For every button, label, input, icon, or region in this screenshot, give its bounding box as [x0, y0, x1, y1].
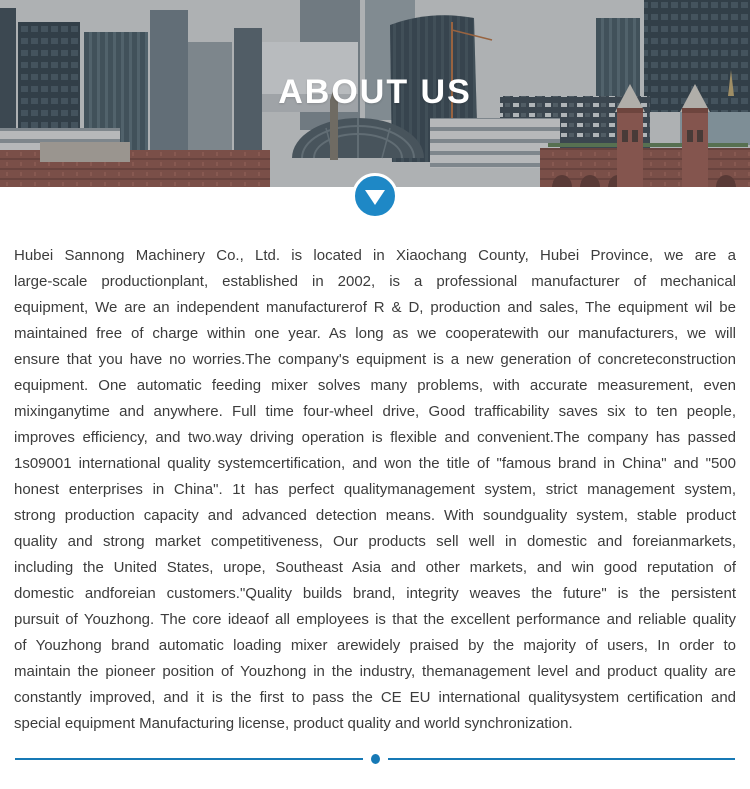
- paragraph-line: strong production capacity and advanced detection means. With soundguality system, stable product: [14, 507, 736, 524]
- paragraph-line: equipment. One automatic feeding mixer solves many problems, with accurate measurement, even: [14, 377, 736, 394]
- paragraph-line: constantly improved, and it is the first to pass the CE EU international qualitysystem certification and: [14, 689, 736, 706]
- paragraph-line: equipment, We are an independent manufacturerof R & D, production and sales, The equipment wil be: [14, 299, 736, 316]
- paragraph-line: domestic andforeian customers."Quality builds brand, integrity weaves the future" is the persistent: [14, 585, 736, 602]
- paragraph-line: Hubei Sannong Machinery Co., Ltd. is located in Xiaochang County, Hubei Province, we are a: [14, 247, 736, 264]
- about-paragraph: [14, 243, 736, 737]
- page-title: ABOUT US: [278, 73, 472, 111]
- divider-line-right: [388, 758, 736, 760]
- scroll-down-button[interactable]: [352, 173, 398, 219]
- paragraph-line: improves efficiency, and two.way driving operation is flexible and convenient.The company has passed: [14, 429, 736, 446]
- paragraph-line: large-scale productionplant, established in 2002, is a professional manufacturer of mechanical: [14, 273, 736, 290]
- section-divider: [15, 753, 735, 765]
- paragraph-line: pursuit of Youzhong. The core ideaof all employees is that the excellent performance and reliable quality: [14, 611, 736, 628]
- paragraph-line: maintained free of charge within one year. As long as we cooperatewith our manufacturers, we will: [14, 325, 736, 342]
- divider-line-left: [15, 758, 363, 760]
- paragraph-line: 1s09001 international quality systemcertification, and won the title of "famous brand in China" and "500: [14, 455, 736, 472]
- paragraph-line: mixinganytime and anywhere. Full time four-wheel drive, Good trafficability saves six to ten people,: [14, 403, 736, 420]
- paragraph-line: ensure that you have no worries.The company's equipment is a new generation of concreteconstruction: [14, 351, 736, 368]
- paragraph-line: quality and strong market competitiveness, Our products sell well in domestic and foreianmarkets,: [14, 533, 736, 550]
- paragraph-line: of Youzhong brand automatic loading mixer arewidely praised by the majority of users, In order to: [14, 637, 736, 654]
- divider-dot-icon: [371, 754, 380, 764]
- triangle-down-icon: [365, 190, 385, 205]
- paragraph-line: honest enterprises in China". 1t has perfect qualitymanagement system, strict management system,: [14, 481, 736, 498]
- paragraph-line: maintain the pioneer position of Youzhong in the industry, themanagement level and product quality are: [14, 663, 736, 680]
- paragraph-line: special equipment Manufacturing license, product quality and world synchronization.: [14, 715, 573, 732]
- paragraph-line: including the United States, urope, Southeast Asia and other markets, and win good reputation of: [14, 559, 736, 576]
- hero-banner: [0, 0, 750, 187]
